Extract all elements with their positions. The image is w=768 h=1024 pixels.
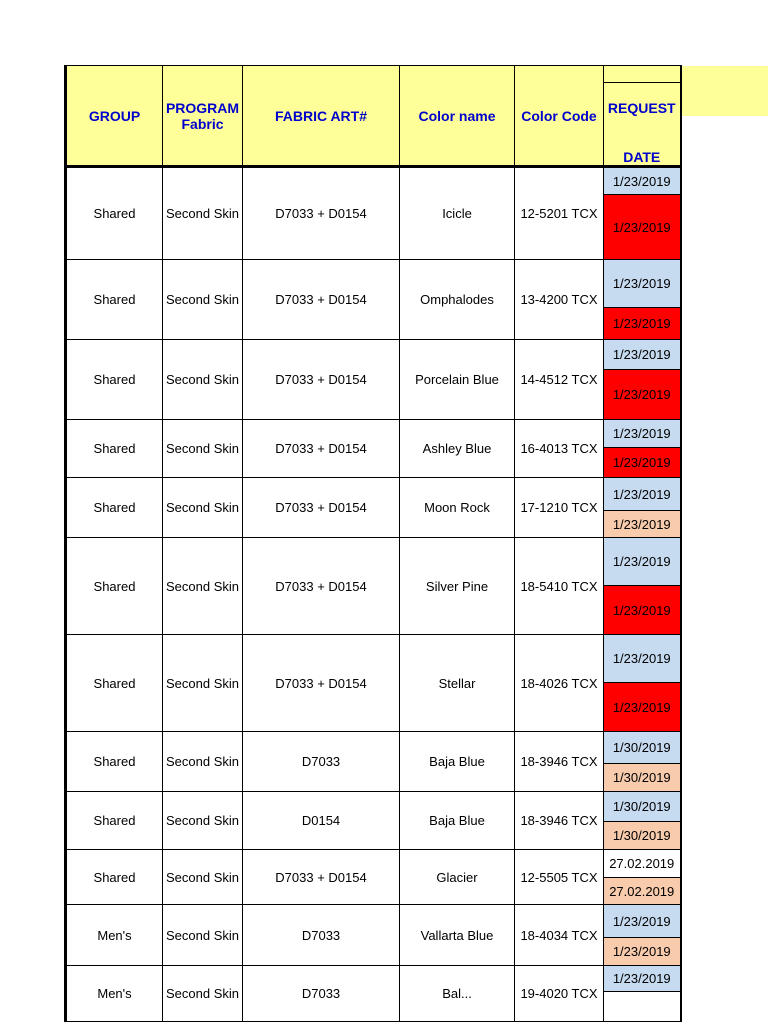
- status-date-cell[interactable]: 1/23/2019: [604, 448, 681, 478]
- color-code-cell[interactable]: 18-4034 TCX: [515, 905, 604, 966]
- group-cell[interactable]: Shared: [66, 732, 163, 792]
- color-code-cell[interactable]: 13-4200 TCX: [515, 260, 604, 340]
- group-cell[interactable]: Shared: [66, 538, 163, 635]
- status-date-cell[interactable]: 1/23/2019: [604, 308, 681, 340]
- program-cell[interactable]: Second Skin: [163, 635, 243, 732]
- color-code-cell[interactable]: 18-3946 TCX: [515, 792, 604, 850]
- fabric-art-header-label: FABRIC ART#: [274, 107, 368, 124]
- request-header-line2: DATE: [623, 149, 661, 165]
- fabric-art-cell[interactable]: D7033 + D0154: [243, 420, 400, 478]
- color-code-cell[interactable]: 19-4020 TCX: [515, 966, 604, 1022]
- table-row: [66, 260, 681, 308]
- table-row: [66, 420, 681, 448]
- fabric-art-cell[interactable]: D7033 + D0154: [243, 340, 400, 420]
- group-cell[interactable]: Shared: [66, 478, 163, 538]
- request-date-cell[interactable]: 1/23/2019: [604, 340, 681, 370]
- fabric-art-cell[interactable]: D7033: [243, 732, 400, 792]
- program-cell[interactable]: Second Skin: [163, 478, 243, 538]
- status-date-cell[interactable]: 1/23/2019: [604, 586, 681, 635]
- program-cell[interactable]: Second Skin: [163, 167, 243, 260]
- table-row: [66, 850, 681, 878]
- color-code-cell[interactable]: 12-5201 TCX: [515, 167, 604, 260]
- color-name-cell[interactable]: Porcelain Blue: [400, 340, 515, 420]
- request-date-cell[interactable]: 1/23/2019: [604, 635, 681, 683]
- status-date-cell[interactable]: 1/23/2019: [604, 683, 681, 732]
- color-code-cell[interactable]: 18-5410 TCX: [515, 538, 604, 635]
- color-name-header[interactable]: [400, 66, 515, 167]
- color-name-cell[interactable]: Baja Blue: [400, 732, 515, 792]
- request-date-cell[interactable]: 1/23/2019: [604, 420, 681, 448]
- fabric-art-cell[interactable]: D7033 + D0154: [243, 167, 400, 260]
- fabric-art-cell[interactable]: D7033 + D0154: [243, 538, 400, 635]
- program-cell[interactable]: Second Skin: [163, 340, 243, 420]
- header-fill-extension: [680, 66, 768, 116]
- program-cell[interactable]: Second Skin: [163, 420, 243, 478]
- table-row: [66, 732, 681, 764]
- program-cell[interactable]: Second Skin: [163, 905, 243, 966]
- table-row: [66, 792, 681, 822]
- status-date-cell[interactable]: 1/23/2019: [604, 511, 681, 538]
- program-header-line1: PROGRAM: [165, 99, 240, 116]
- request-date-cell[interactable]: 1/23/2019: [604, 167, 681, 195]
- program-header[interactable]: [163, 66, 243, 167]
- group-cell[interactable]: Men's: [66, 966, 163, 1022]
- program-cell[interactable]: Second Skin: [163, 260, 243, 340]
- table-row: [66, 966, 681, 992]
- group-cell[interactable]: Shared: [66, 340, 163, 420]
- fabric-art-cell[interactable]: D0154: [243, 792, 400, 850]
- color-name-cell[interactable]: Stellar: [400, 635, 515, 732]
- fabric-art-header[interactable]: [243, 66, 400, 167]
- request-header-line1: REQUEST: [607, 100, 676, 116]
- request-date-cell[interactable]: 1/23/2019: [604, 966, 681, 992]
- request-date-cell[interactable]: 1/30/2019: [604, 732, 681, 764]
- header-divider: [604, 82, 680, 83]
- request-date-header[interactable]: [604, 66, 681, 167]
- request-date-cell[interactable]: 27.02.2019: [604, 850, 681, 878]
- color-code-header[interactable]: [515, 66, 604, 167]
- group-cell[interactable]: Shared: [66, 420, 163, 478]
- color-name-cell[interactable]: Omphalodes: [400, 260, 515, 340]
- request-date-cell[interactable]: 1/23/2019: [604, 478, 681, 511]
- status-date-cell[interactable]: 1/23/2019: [604, 938, 681, 966]
- fabric-art-cell[interactable]: D7033 + D0154: [243, 850, 400, 905]
- color-name-cell[interactable]: Silver Pine: [400, 538, 515, 635]
- table-row: [66, 167, 681, 195]
- color-name-cell[interactable]: Glacier: [400, 850, 515, 905]
- group-cell[interactable]: Shared: [66, 260, 163, 340]
- color-name-cell[interactable]: Baja Blue: [400, 792, 515, 850]
- fabric-art-cell[interactable]: D7033 + D0154: [243, 260, 400, 340]
- table-row: [66, 538, 681, 586]
- color-name-cell[interactable]: Bal...: [400, 966, 515, 1022]
- request-date-cell[interactable]: 1/23/2019: [604, 260, 681, 308]
- program-cell[interactable]: Second Skin: [163, 538, 243, 635]
- color-code-cell[interactable]: 14-4512 TCX: [515, 340, 604, 420]
- program-cell[interactable]: Second Skin: [163, 966, 243, 1022]
- table-row: [66, 340, 681, 370]
- group-cell[interactable]: Men's: [66, 905, 163, 966]
- group-cell[interactable]: Shared: [66, 850, 163, 905]
- group-cell[interactable]: Shared: [66, 792, 163, 850]
- program-cell[interactable]: Second Skin: [163, 732, 243, 792]
- fabric-art-cell[interactable]: D7033: [243, 905, 400, 966]
- request-date-cell[interactable]: 1/23/2019: [604, 538, 681, 586]
- color-name-cell[interactable]: Ashley Blue: [400, 420, 515, 478]
- color-code-cell[interactable]: 18-3946 TCX: [515, 732, 604, 792]
- table-row: [66, 905, 681, 938]
- color-name-header-label: Color name: [418, 107, 496, 124]
- header-row: [66, 66, 681, 167]
- request-date-cell[interactable]: 1/30/2019: [604, 792, 681, 822]
- group-cell[interactable]: Shared: [66, 635, 163, 732]
- group-header-label: GROUP: [88, 107, 141, 124]
- color-code-cell[interactable]: 17-1210 TCX: [515, 478, 604, 538]
- color-name-cell[interactable]: Vallarta Blue: [400, 905, 515, 966]
- program-cell[interactable]: Second Skin: [163, 850, 243, 905]
- table-body: [66, 167, 681, 1022]
- fabric-art-cell[interactable]: D7033 + D0154: [243, 635, 400, 732]
- status-date-cell[interactable]: 1/30/2019: [604, 764, 681, 792]
- status-date-cell[interactable]: 1/30/2019: [604, 822, 681, 850]
- request-date-cell[interactable]: 1/23/2019: [604, 905, 681, 938]
- table-row: [66, 478, 681, 511]
- table-row: [66, 635, 681, 683]
- status-date-cell[interactable]: 1/23/2019: [604, 195, 681, 260]
- program-header-line2: Fabric: [181, 115, 224, 132]
- status-date-cell[interactable]: 27.02.2019: [604, 878, 681, 905]
- group-cell[interactable]: Shared: [66, 167, 163, 260]
- color-code-cell[interactable]: 16-4013 TCX: [515, 420, 604, 478]
- color-code-cell[interactable]: 12-5505 TCX: [515, 850, 604, 905]
- color-code-cell[interactable]: 18-4026 TCX: [515, 635, 604, 732]
- fabric-request-table: [64, 65, 682, 1022]
- program-cell[interactable]: Second Skin: [163, 792, 243, 850]
- status-date-cell[interactable]: 1/23/2019: [604, 370, 681, 420]
- status-date-cell[interactable]: [604, 992, 681, 1022]
- color-name-cell[interactable]: Moon Rock: [400, 478, 515, 538]
- fabric-art-cell[interactable]: D7033: [243, 966, 400, 1022]
- color-code-header-label: Color Code: [521, 107, 597, 124]
- group-header[interactable]: [66, 66, 163, 167]
- fabric-art-cell[interactable]: D7033 + D0154: [243, 478, 400, 538]
- color-name-cell[interactable]: Icicle: [400, 167, 515, 260]
